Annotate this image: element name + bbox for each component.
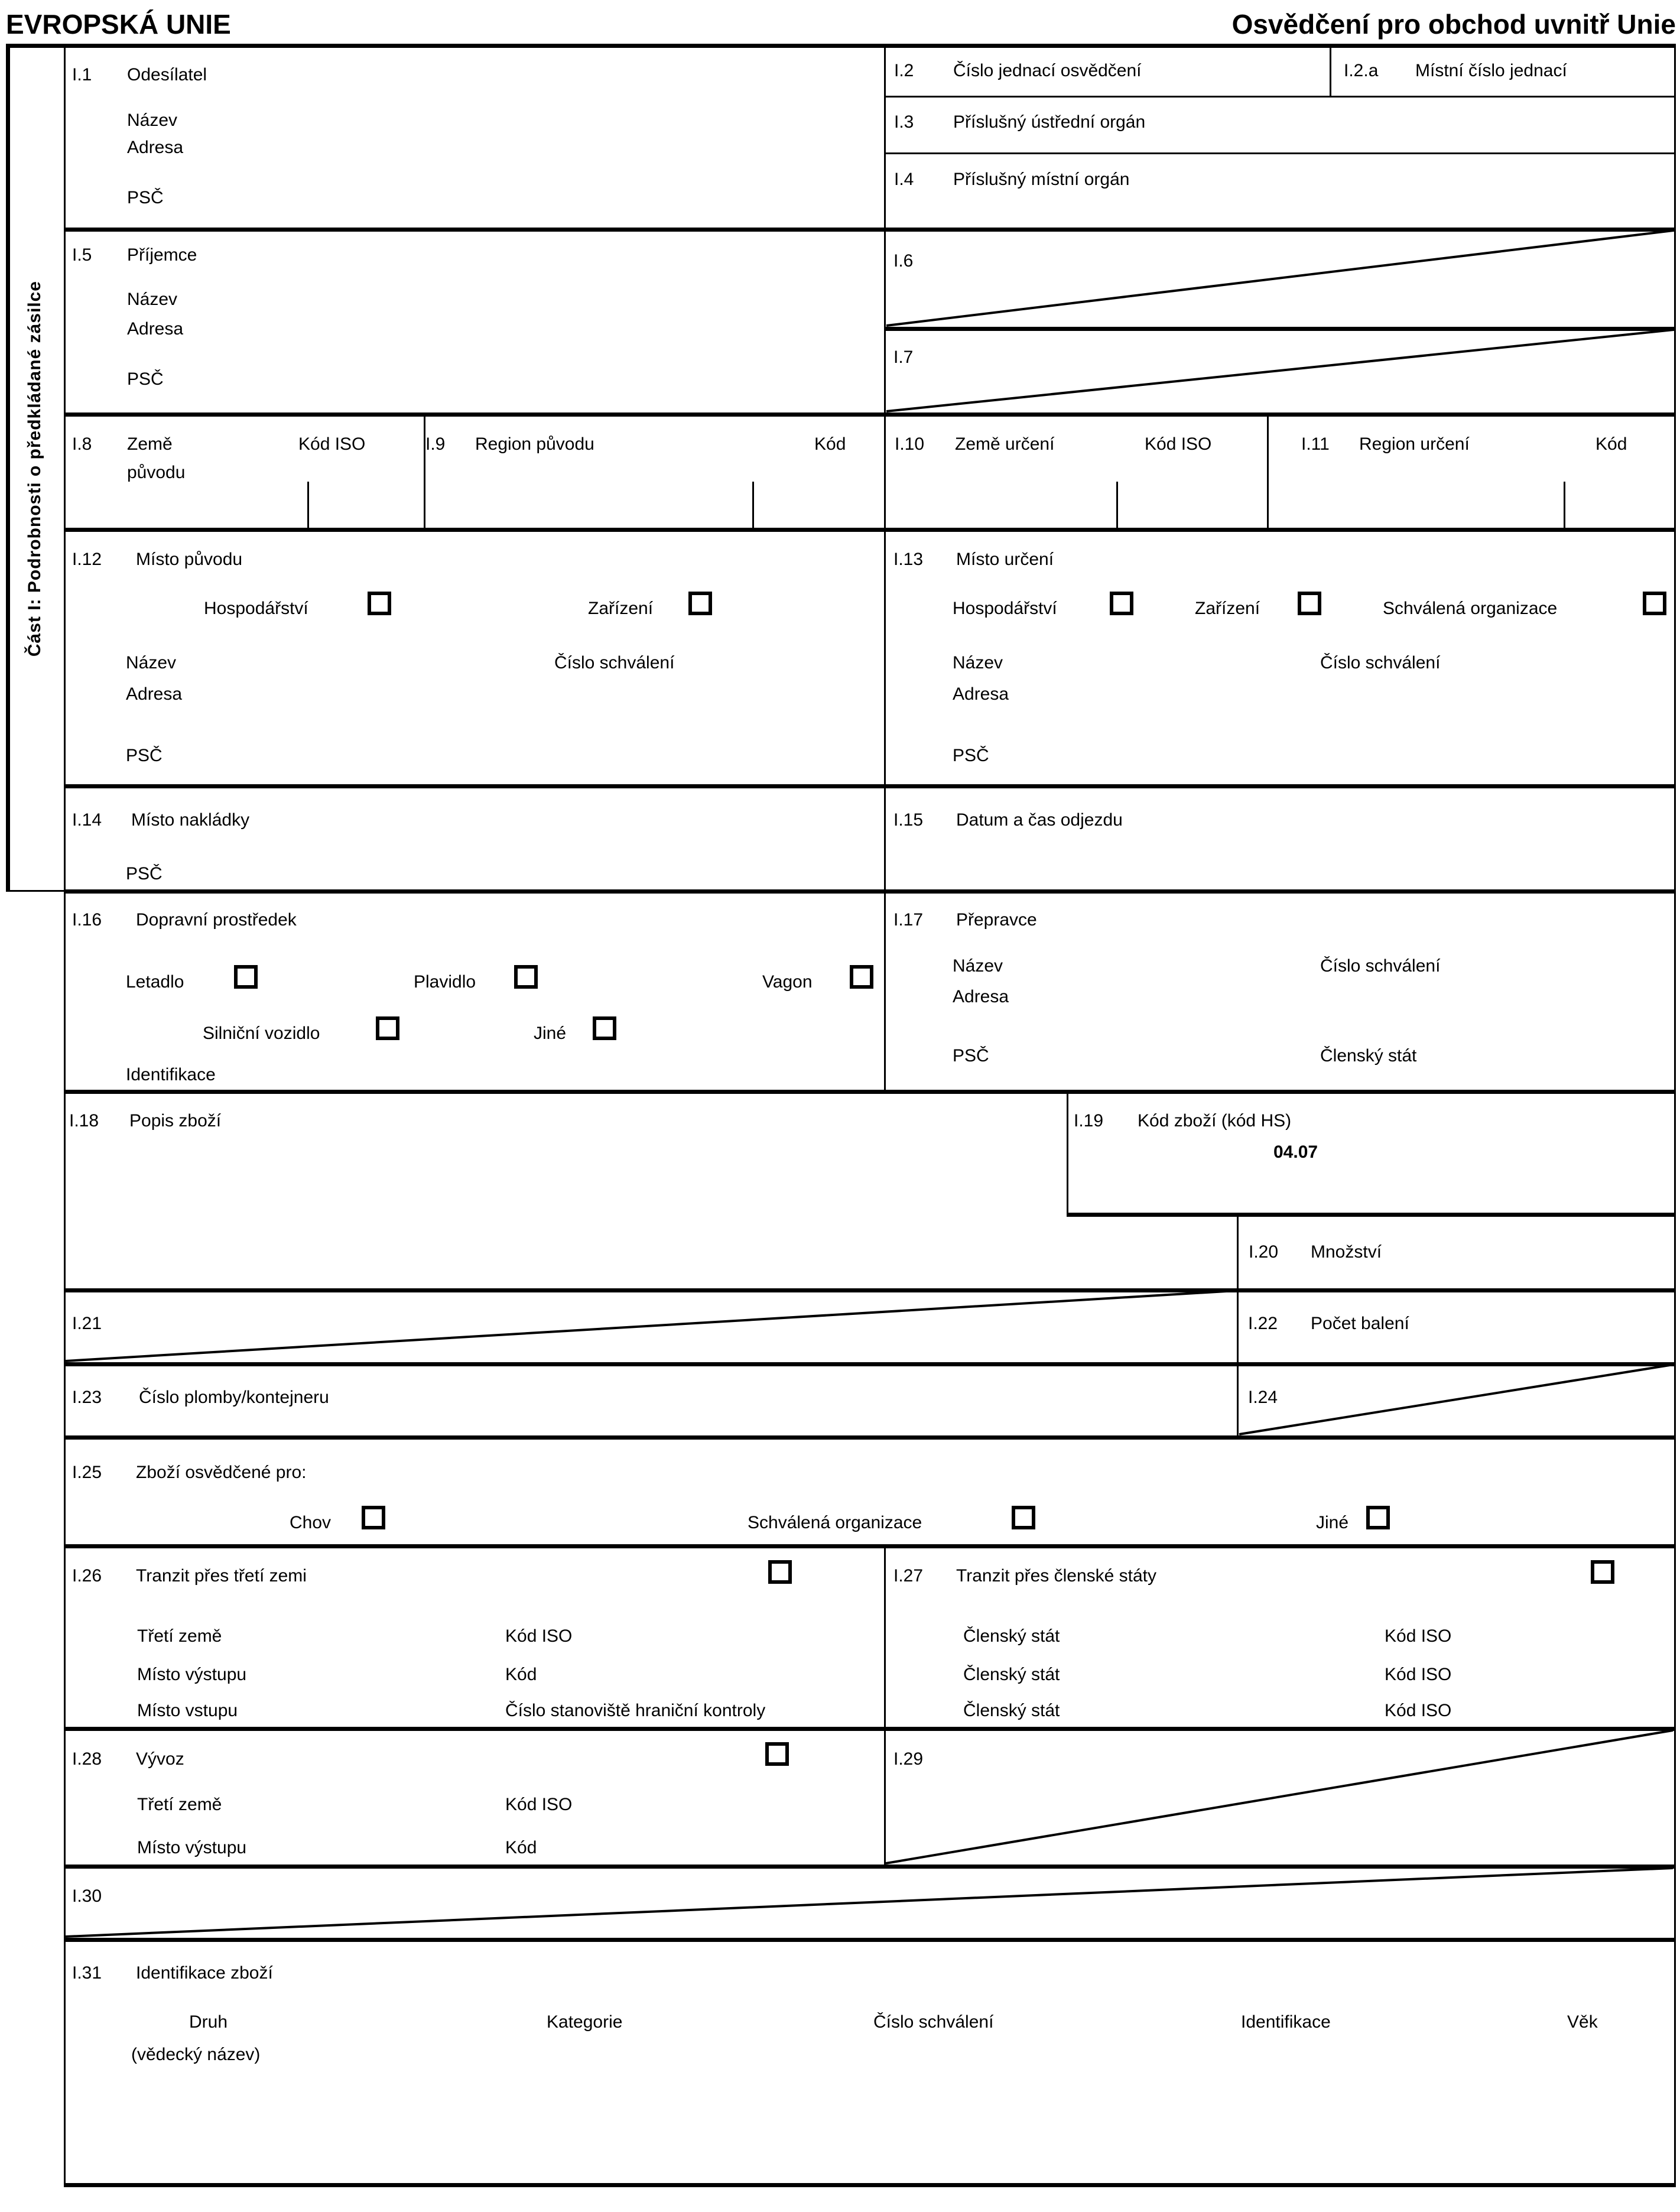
field-i5-label: Příjemce <box>127 245 197 265</box>
i28-export-checkbox[interactable] <box>765 1742 789 1766</box>
i31-identification-label: Identifikace <box>1241 2012 1331 2032</box>
field-i3-number: I.3 <box>894 112 914 132</box>
field-i1-number: I.1 <box>72 65 92 85</box>
i12-establishment-checkbox[interactable] <box>688 592 712 615</box>
i16-identification-label: Identifikace <box>126 1065 216 1084</box>
field-i19-number: I.19 <box>1074 1111 1104 1131</box>
i16-airplane-label: Letadlo <box>126 972 184 992</box>
field-i6-number: I.6 <box>893 251 914 271</box>
i28-exit-point-label: Místo výstupu <box>137 1838 247 1857</box>
i12-establishment-label: Zařízení <box>588 599 654 618</box>
i12-postcode-label: PSČ <box>126 746 163 765</box>
field-i20-number: I.20 <box>1249 1242 1279 1262</box>
i26-exit-point-label: Místo výstupu <box>137 1665 247 1684</box>
field-i12-label: Místo původu <box>136 550 243 569</box>
i16-ship-label: Plavidlo <box>414 972 476 992</box>
i26-iso-code-label: Kód ISO <box>505 1626 573 1646</box>
i8-iso-code-label: Kód ISO <box>298 434 366 454</box>
field-i4-number: I.4 <box>894 170 914 189</box>
i17-member-state-label: Členský stát <box>1320 1046 1417 1066</box>
field-i19-label: Kód zboží (kód HS) <box>1138 1111 1292 1131</box>
i19-hs-code-value: 04.07 <box>1273 1142 1318 1162</box>
i16-wagon-label: Vagon <box>762 972 813 992</box>
i31-approval-number-label: Číslo schválení <box>873 2012 994 2032</box>
field-i2a-label: Místní číslo jednací <box>1415 61 1567 80</box>
i16-ship-checkbox[interactable] <box>514 965 538 989</box>
field-i9-label: Region původu <box>475 434 594 454</box>
field-i10-number: I.10 <box>895 434 925 454</box>
field-i7-number: I.7 <box>893 347 914 367</box>
field-i9-number: I.9 <box>425 434 446 454</box>
field-i17-number: I.17 <box>893 910 924 930</box>
i1-name-label: Název <box>127 111 178 130</box>
i17-name-label: Název <box>953 956 1003 976</box>
field-i24-number: I.24 <box>1248 1388 1278 1407</box>
field-i2a-number: I.2.a <box>1344 61 1379 80</box>
i26-code-label: Kód <box>505 1665 537 1684</box>
i26-bip-number-label: Číslo stanoviště hraniční kontroly <box>505 1701 766 1720</box>
field-i18-number: I.18 <box>69 1111 99 1131</box>
i26-entry-point-label: Místo vstupu <box>137 1701 238 1720</box>
i11-code-label: Kód <box>1595 434 1627 454</box>
i13-address-label: Adresa <box>953 684 1009 704</box>
i1-postcode-label: PSČ <box>127 188 164 207</box>
i27-member-state-label-1: Členský stát <box>963 1626 1060 1646</box>
field-i26-number: I.26 <box>72 1566 102 1586</box>
i31-category-label: Kategorie <box>547 2012 623 2032</box>
field-i14-number: I.14 <box>72 810 102 830</box>
i5-postcode-label: PSČ <box>127 369 164 389</box>
i16-road-vehicle-label: Silniční vozidlo <box>203 1024 320 1043</box>
field-i28-number: I.28 <box>72 1749 102 1769</box>
i9-code-label: Kód <box>814 434 846 454</box>
i28-iso-code-label: Kód ISO <box>505 1795 573 1814</box>
i10-iso-code-label: Kód ISO <box>1145 434 1212 454</box>
i31-species-note-label: (vědecký název) <box>131 2045 261 2064</box>
i5-name-label: Název <box>127 290 178 309</box>
i25-other-label: Jiné <box>1316 1513 1349 1532</box>
i28-third-country-label: Třetí země <box>137 1795 222 1814</box>
field-i29-number: I.29 <box>893 1749 924 1769</box>
field-i27-label: Tranzit přes členské státy <box>956 1566 1157 1586</box>
field-i16-number: I.16 <box>72 910 102 930</box>
i14-postcode-label: PSČ <box>126 864 163 883</box>
field-i23-label: Číslo plomby/kontejneru <box>139 1388 329 1407</box>
i27-iso-code-label-1: Kód ISO <box>1385 1626 1452 1646</box>
field-i8-label-line2: původu <box>127 463 186 482</box>
i13-postcode-label: PSČ <box>953 746 989 765</box>
field-i23-number: I.23 <box>72 1388 102 1407</box>
i16-road-vehicle-checkbox[interactable] <box>376 1016 399 1040</box>
field-i26-label: Tranzit přes třetí zemi <box>136 1566 307 1586</box>
field-i28-label: Vývoz <box>136 1749 184 1769</box>
i25-approved-body-checkbox[interactable] <box>1012 1506 1035 1529</box>
i27-member-state-label-3: Členský stát <box>963 1701 1060 1720</box>
field-i20-label: Množství <box>1311 1242 1382 1262</box>
field-i13-number: I.13 <box>893 550 924 569</box>
i12-farm-label: Hospodářství <box>204 599 308 618</box>
field-i25-number: I.25 <box>72 1463 102 1482</box>
field-i2-label: Číslo jednací osvědčení <box>953 61 1142 80</box>
field-i16-label: Dopravní prostředek <box>136 910 297 930</box>
i26-third-country-label: Třetí země <box>137 1626 222 1646</box>
i25-breeding-label: Chov <box>290 1513 332 1532</box>
i13-approved-body-label: Schválená organizace <box>1383 599 1558 618</box>
field-i21-number: I.21 <box>72 1314 102 1333</box>
i27-member-state-label-2: Členský stát <box>963 1665 1060 1684</box>
i13-establishment-checkbox[interactable] <box>1298 592 1321 615</box>
field-i2-number: I.2 <box>894 61 914 80</box>
field-i18-label: Popis zboží <box>129 1111 222 1131</box>
i31-species-label: Druh <box>189 2012 228 2032</box>
i1-address-label: Adresa <box>127 138 184 157</box>
i25-approved-body-label: Schválená organizace <box>748 1513 922 1532</box>
i25-other-checkbox[interactable] <box>1366 1506 1390 1529</box>
i17-approval-number-label: Číslo schválení <box>1320 956 1441 976</box>
i16-other-checkbox[interactable] <box>593 1016 616 1040</box>
field-i14-label: Místo nakládky <box>131 810 250 830</box>
i26-transit-checkbox[interactable] <box>768 1560 792 1584</box>
i13-approved-body-checkbox[interactable] <box>1643 592 1666 615</box>
i13-farm-label: Hospodářství <box>953 599 1057 618</box>
field-i15-label: Datum a čas odjezdu <box>956 810 1123 830</box>
field-i4-label: Příslušný místní orgán <box>953 170 1130 189</box>
field-i22-label: Počet balení <box>1311 1314 1409 1333</box>
field-i30-number: I.30 <box>72 1886 102 1906</box>
part-one-label: Část I: Podrobnosti o předkládané zásilce <box>25 280 44 657</box>
i13-establishment-label: Zařízení <box>1195 599 1260 618</box>
i17-address-label: Adresa <box>953 987 1009 1006</box>
i28-code-label: Kód <box>505 1838 537 1857</box>
field-i13-label: Místo určení <box>956 550 1054 569</box>
i16-wagon-checkbox[interactable] <box>850 965 873 989</box>
i13-name-label: Název <box>953 653 1003 673</box>
i16-airplane-checkbox[interactable] <box>234 965 258 989</box>
field-i31-number: I.31 <box>72 1963 102 1983</box>
field-i1-label: Odesílatel <box>127 65 207 85</box>
i31-age-label: Věk <box>1567 2012 1598 2032</box>
field-i31-label: Identifikace zboží <box>136 1963 273 1983</box>
field-i11-number: I.11 <box>1301 434 1330 454</box>
field-i22-number: I.22 <box>1248 1314 1278 1333</box>
i12-approval-number-label: Číslo schválení <box>554 653 675 673</box>
field-i5-number: I.5 <box>72 245 92 265</box>
i12-farm-checkbox[interactable] <box>368 592 391 615</box>
field-i3-label: Příslušný ústřední orgán <box>953 112 1146 132</box>
field-i17-label: Přepravce <box>956 910 1037 930</box>
document-title: Osvědčení pro obchod uvnitř Unie <box>1231 9 1676 40</box>
field-i8-number: I.8 <box>72 434 92 454</box>
i17-postcode-label: PSČ <box>953 1046 989 1066</box>
i13-approval-number-label: Číslo schválení <box>1320 653 1441 673</box>
i27-iso-code-label-3: Kód ISO <box>1385 1701 1452 1720</box>
i16-other-label: Jiné <box>534 1024 567 1043</box>
field-i10-label: Země určení <box>955 434 1055 454</box>
field-i8-label-line1: Země <box>127 434 173 454</box>
i13-farm-checkbox[interactable] <box>1110 592 1133 615</box>
i5-address-label: Adresa <box>127 319 184 339</box>
i12-name-label: Název <box>126 653 177 673</box>
field-i12-number: I.12 <box>72 550 102 569</box>
field-i15-number: I.15 <box>893 810 924 830</box>
i27-iso-code-label-2: Kód ISO <box>1385 1665 1452 1684</box>
field-i27-number: I.27 <box>893 1566 924 1586</box>
page-title: EVROPSKÁ UNIE <box>6 9 231 40</box>
field-i11-label: Region určení <box>1359 434 1470 454</box>
part-one-sidebar <box>6 46 64 891</box>
i25-breeding-checkbox[interactable] <box>362 1506 385 1529</box>
i12-address-label: Adresa <box>126 684 183 704</box>
field-i25-label: Zboží osvědčené pro: <box>136 1463 307 1482</box>
i27-transit-checkbox[interactable] <box>1591 1560 1614 1584</box>
